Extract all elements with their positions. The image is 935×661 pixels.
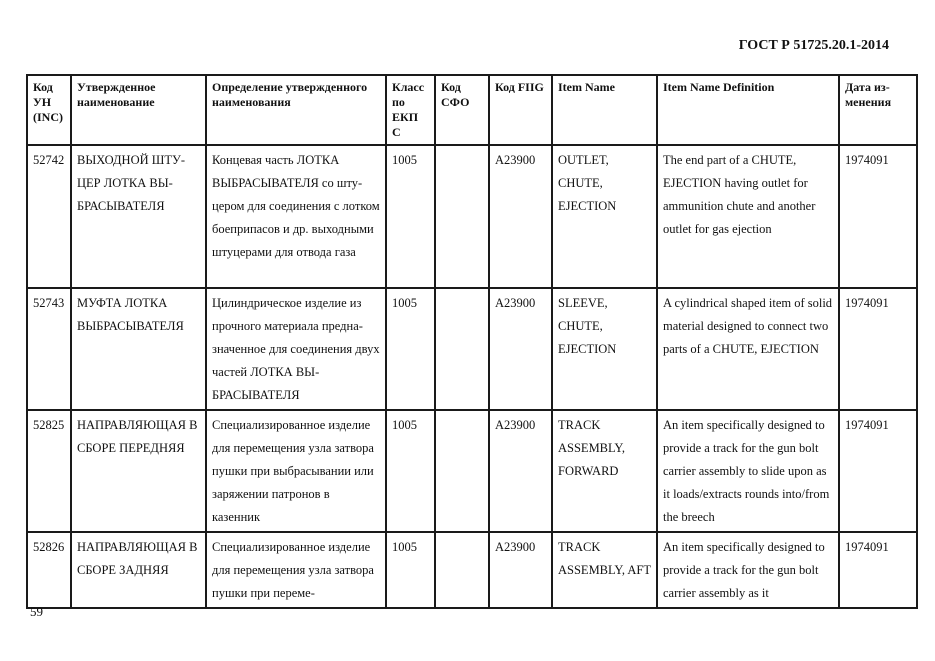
cell-sfo-code bbox=[435, 288, 489, 410]
cell-item-name: TRACK ASSEMBLY, AFT bbox=[552, 532, 657, 608]
header-approved-name: Утвержденное наименование bbox=[71, 75, 206, 145]
cell-change-date: 1974091 bbox=[839, 410, 917, 532]
cell-approved-name: НАПРАВЛЯЮЩАЯ В СБОРЕ ПЕРЕДНЯЯ bbox=[71, 410, 206, 532]
cell-change-date: 1974091 bbox=[839, 532, 917, 608]
cell-inc: 52743 bbox=[27, 288, 71, 410]
cell-name-definition: Цилиндрическое изделие из прочного материала предназначенное для соединения двух частей ЛОТКА ВЫБРАСЫВАТЕЛЯ bbox=[206, 288, 386, 410]
cell-item-name: TRACK ASSEMBLY, FORWARD bbox=[552, 410, 657, 532]
cell-name-definition: Специализированное изделие для перемещения узла затвора пушки при переме- bbox=[206, 532, 386, 608]
cell-sfo-code bbox=[435, 145, 489, 288]
header-name-definition: Определение утвержденного наименования bbox=[206, 75, 386, 145]
cell-change-date: 1974091 bbox=[839, 145, 917, 288]
cell-fiig-code: A23900 bbox=[489, 532, 552, 608]
table-row bbox=[27, 288, 917, 410]
cell-item-name-definition: A cylindrical shaped item of solid material designed to connect two parts of a CHUTE, EJECTION bbox=[657, 288, 839, 410]
cell-inc: 52825 bbox=[27, 410, 71, 532]
cell-sfo-code bbox=[435, 410, 489, 532]
cell-sfo-code bbox=[435, 532, 489, 608]
cell-name-definition: Специализированное изделие для перемещения узла затвора пушки при выбрасывании или заряжении патронов в казенник bbox=[206, 410, 386, 532]
header-item-name: Item Name bbox=[552, 75, 657, 145]
cell-fiig-code: A23900 bbox=[489, 145, 552, 288]
header-change-date: Дата изменения bbox=[839, 75, 917, 145]
table-row bbox=[27, 410, 917, 532]
header-inc: Код УН (INC) bbox=[27, 75, 71, 145]
cell-approved-name: МУФТА ЛОТКА ВЫБРАСЫВАТЕЛЯ bbox=[71, 288, 206, 410]
header-fiig-code: Код FIIG bbox=[489, 75, 552, 145]
cell-item-name: OUTLET, CHUTE, EJECTION bbox=[552, 145, 657, 288]
cell-item-name: SLEEVE, CHUTE, EJECTION bbox=[552, 288, 657, 410]
cell-fiig-code: A23900 bbox=[489, 410, 552, 532]
cell-inc: 52742 bbox=[27, 145, 71, 288]
cell-class: 1005 bbox=[386, 145, 435, 288]
cell-approved-name: ВЫХОДНОЙ ШТУЦЕР ЛОТКА ВЫБРАСЫВАТЕЛЯ bbox=[71, 145, 206, 288]
cell-item-name-definition: An item specifically designed to provide a track for the gun bolt carrier assembly to slide upon as it loads/extracts rounds into/from the breech bbox=[657, 410, 839, 532]
cell-class: 1005 bbox=[386, 410, 435, 532]
table-header-row bbox=[27, 75, 917, 145]
cell-approved-name: НАПРАВЛЯЮЩАЯ В СБОРЕ ЗАДНЯЯ bbox=[71, 532, 206, 608]
document-code: ГОСТ Р 51725.20.1-2014 bbox=[738, 38, 889, 53]
table-row bbox=[27, 145, 917, 288]
cell-name-definition: Концевая часть ЛОТКА ВЫБРАСЫВАТЕЛЯ со штуцером для соединения с лотком боеприпасов и др. выходными штуцерами для отвода газа bbox=[206, 145, 386, 288]
cell-class: 1005 bbox=[386, 288, 435, 410]
nomenclature-table bbox=[26, 74, 918, 609]
cell-item-name-definition: An item specifically designed to provide a track for the gun bolt carrier assembly as it bbox=[657, 532, 839, 608]
header-item-name-definition: Item Name Definition bbox=[657, 75, 839, 145]
cell-class: 1005 bbox=[386, 532, 435, 608]
page-number: 59 bbox=[30, 604, 43, 619]
cell-item-name-definition: The end part of a CHUTE, EJECTION having outlet for ammunition chute and another outlet for gas ejection bbox=[657, 145, 839, 288]
table-row bbox=[27, 532, 917, 608]
cell-inc: 52826 bbox=[27, 532, 71, 608]
header-class: Класс по ЕКП С bbox=[386, 75, 435, 145]
cell-fiig-code: A23900 bbox=[489, 288, 552, 410]
header-sfo-code: Код СФО bbox=[435, 75, 489, 145]
cell-change-date: 1974091 bbox=[839, 288, 917, 410]
